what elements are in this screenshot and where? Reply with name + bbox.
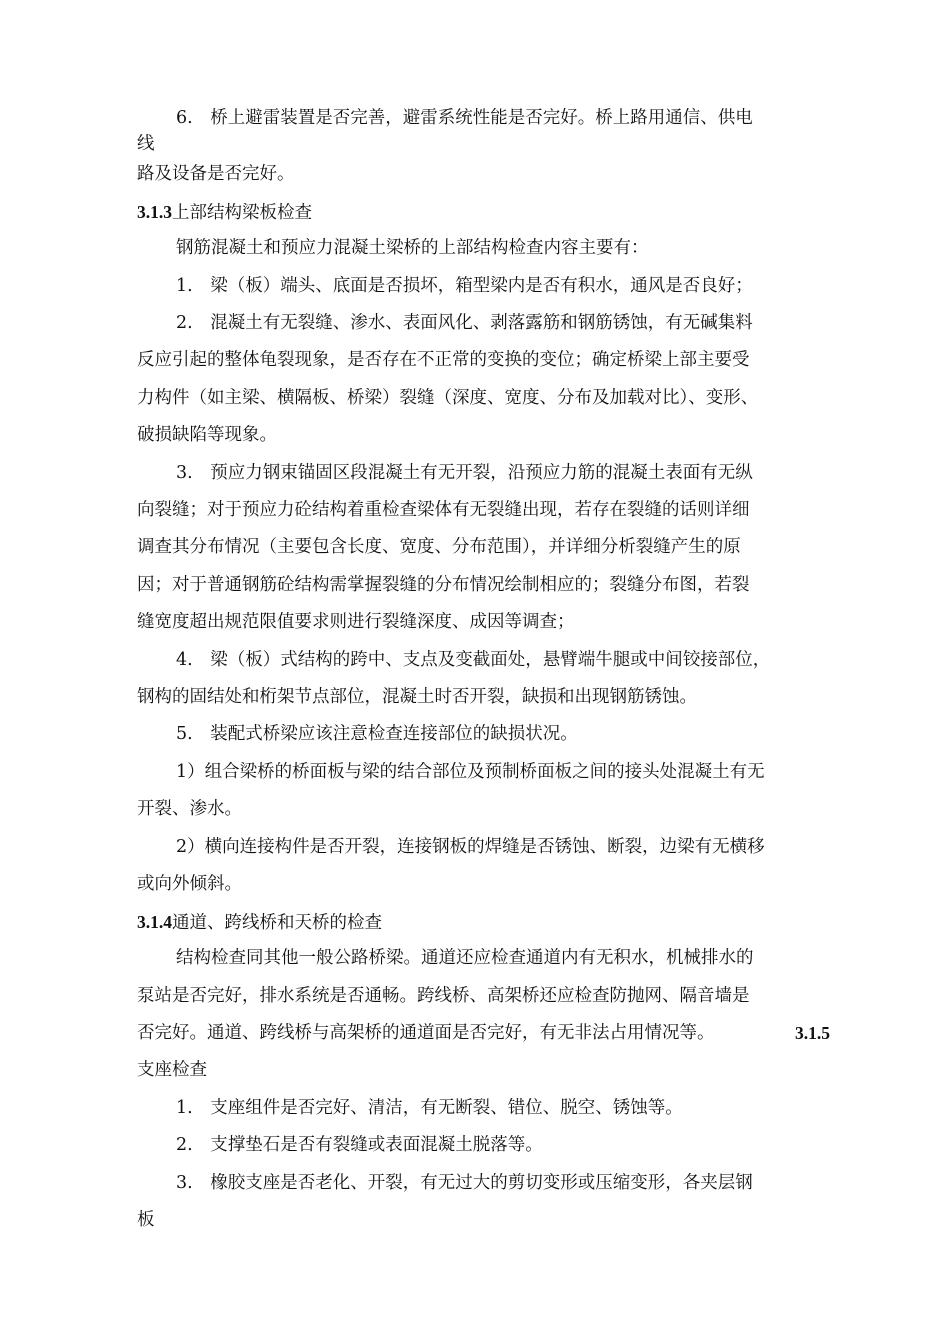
text-line: 4. 梁（板）式结构的跨中、支点及变截面处，悬臂端牛腿或中间铰接部位，	[176, 650, 771, 670]
text-line: 线	[137, 134, 155, 154]
text-line: 2）横向连接构件是否开裂，连接钢板的焊缝是否锈蚀、断裂，边梁有无横移	[176, 837, 765, 857]
text-line: 结构检查同其他一般公路桥梁。通道还应检查通道内有无积水，机械排水的	[176, 948, 754, 968]
section-heading-3-1-3	[137, 200, 830, 225]
text-line: 或向外倾斜。	[137, 874, 242, 894]
text-line: 反应引起的整体龟裂现象，是否存在不正常的变换的变位；确定桥梁上部主要受	[137, 350, 750, 370]
text-line: 向裂缝；对于预应力砼结构着重检查梁体有无裂缝出现，若存在裂缝的话则详细	[137, 500, 750, 520]
text-line: 钢构的固结处和桁架节点部位，混凝土时否开裂，缺损和出现钢筋锈蚀。	[137, 687, 697, 707]
text-line-body: 否完好。通道、跨线桥与高架桥的通道面是否完好，有无非法占用情况等。	[137, 1023, 715, 1043]
text-line: 因；对于普通钢筋砼结构需掌握裂缝的分布情况绘制相应的；裂缝分布图，若裂	[137, 575, 750, 595]
text-line: 3. 橡胶支座是否老化、开裂，有无过大的剪切变形或压缩变形，各夹层钢	[176, 1173, 753, 1193]
text-line: 1. 支座组件是否完好、清洁，有无断裂、错位、脱空、锈蚀等。	[176, 1098, 683, 1118]
text-line: 泵站是否完好，排水系统是否通畅。跨线桥、高架桥还应检查防抛网、隔音墙是	[137, 986, 750, 1006]
section-title: 上部结构梁板检查	[172, 203, 312, 223]
text-line: 1）组合梁桥的桥面板与梁的结合部位及预制桥面板之间的接头处混凝土有无	[176, 762, 765, 782]
text-line: 力构件（如主梁、横隔板、桥梁）裂缝（深度、宽度、分布及加载对比）、变形、	[137, 388, 759, 408]
section-number-3-1-5: 3.1.5	[795, 1023, 830, 1043]
text-line: 5. 装配式桥梁应该注意检查连接部位的缺损状况。	[176, 724, 578, 744]
section-heading-3-1-5-title: 支座检查	[137, 1060, 207, 1080]
text-line: 钢筋混凝土和预应力混凝土梁桥的上部结构检查内容主要有：	[176, 238, 649, 258]
text-line: 破损缺陷等现象。	[137, 425, 277, 445]
text-line	[137, 1021, 830, 1045]
text-line: 板	[137, 1210, 155, 1230]
text-line: 路及设备是否完好。	[137, 164, 295, 184]
text-line: 2. 支撑垫石是否有裂缝或表面混凝土脱落等。	[176, 1135, 543, 1155]
text-line: 2. 混凝土有无裂缝、渗水、表面风化、剥落露筋和钢筋锈蚀，有无碱集料	[176, 313, 753, 333]
text-line: 6. 桥上避雷装置是否完善，避雷系统性能是否完好。桥上路用通信、供电	[176, 108, 753, 128]
section-number: 3.1.3	[137, 202, 172, 222]
text-line: 3. 预应力钢束锚固区段混凝土有无开裂，沿预应力筋的混凝土表面有无纵	[176, 463, 753, 483]
section-title: 通道、跨线桥和天桥的检查	[172, 913, 382, 933]
text-line: 开裂、渗水。	[137, 799, 242, 819]
text-line: 调查其分布情况（主要包含长度、宽度、分布范围），并详细分析裂缝产生的原	[137, 537, 741, 557]
text-line: 缝宽度超出规范限值要求则进行裂缝深度、成因等调查；	[137, 612, 575, 632]
section-heading-3-1-4	[137, 910, 830, 935]
text-line: 1. 梁（板）端头、底面是否损坏，箱型梁内是否有积水，通风是否良好；	[176, 276, 753, 296]
section-number: 3.1.4	[137, 912, 172, 932]
